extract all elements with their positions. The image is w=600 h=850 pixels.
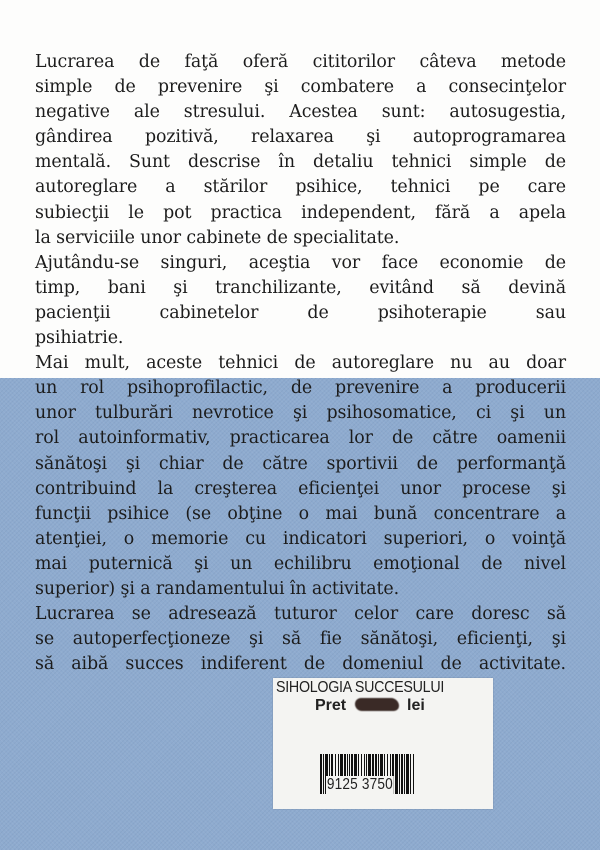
barcode-number: 9125 3750 <box>326 776 393 793</box>
blurb-line: Ajutându-se singuri, aceştia vor face economie de <box>35 252 566 273</box>
blurb-line: Lucrarea de faţă oferă cititorilor câteva metode <box>35 52 566 72</box>
barcode-bar <box>406 754 409 794</box>
blurb-line: mentală. Sunt descrise în detaliu tehnici simple de <box>35 152 566 173</box>
blurb-paragraph-2 <box>35 251 566 351</box>
blurb-line: autoreglare a stărilor psihice, tehnici pe care <box>35 177 566 198</box>
barcode-bar <box>413 754 415 794</box>
price-row <box>315 697 425 715</box>
blurb-line: timp, bani şi tranchilizante, evitând să devină <box>35 277 566 298</box>
barcode-bar <box>323 754 324 794</box>
blurb-paragraph-1 <box>35 50 566 251</box>
blurb-line: subiecţii le pot practica independent, fără a apela <box>35 202 566 223</box>
price-currency: lei <box>407 697 425 714</box>
blurb-line: superior) şi a randamentului în activitate. <box>35 578 400 599</box>
sticker-book-title: SIHOLOGIA SUCCESULUI <box>276 679 445 696</box>
blurb-line: psihiatrie. <box>35 328 124 349</box>
blurb-line: să aibă succes indiferent de domeniul de activitate. <box>35 654 566 675</box>
price-label: Pret <box>315 697 347 714</box>
barcode-bar <box>320 754 322 794</box>
blurb-line: Lucrarea se adresează tuturor celor care doresc să <box>35 604 566 625</box>
blurb-line: unor tulburări nevrotice şi psihosomatice, ci şi un <box>35 403 566 424</box>
blurb-line: un rol psihoprofilactic, de prevenire a producerii <box>35 378 566 399</box>
barcode-bar <box>399 754 400 794</box>
blurb-line: Mai mult, aceste tehnici de autoreglare nu au doar <box>35 353 566 374</box>
price-redacted-mark <box>355 698 399 711</box>
barcode <box>320 754 426 796</box>
price-sticker <box>273 678 493 809</box>
blurb-text <box>35 50 566 677</box>
barcode-bar <box>395 754 398 794</box>
blurb-line: se autoperfecţioneze şi să fie sănătoşi, eficienţi, şi <box>35 629 566 650</box>
barcode-bar <box>404 754 405 794</box>
blurb-line: pacienţii cabinetelor de psihoterapie sau <box>35 302 566 323</box>
barcode-bar <box>410 754 411 794</box>
blurb-line: rol autoinformativ, practicarea lor de către oamenii <box>35 428 566 449</box>
blurb-paragraph-4 <box>35 602 566 677</box>
blurb-line: la serviciile unor cabinete de specialitate. <box>35 227 400 248</box>
blurb-line: atenţiei, o memorie cu indicatori superiori, o voinţă <box>35 528 566 549</box>
blurb-line: sănătoşi şi chiar de către sportivii de performanţă <box>35 453 566 474</box>
blurb-line: mai puternică şi un echilibru emoţional de nivel <box>35 553 566 574</box>
barcode-bar <box>401 754 403 794</box>
blurb-paragraph-3 <box>35 351 566 602</box>
blurb-line: funcţii psihice (se obţine o mai bună concentrare a <box>35 503 566 524</box>
blurb-line: contribuind la creşterea eficienţei unor procese şi <box>35 478 566 499</box>
blurb-line: negative ale stresului. Acestea sunt: autosugestia, <box>35 102 566 123</box>
blurb-line: gândirea pozitivă, relaxarea şi autoprogramarea <box>35 127 566 148</box>
blurb-line: simple de prevenire şi combatere a consecinţelor <box>35 77 566 98</box>
